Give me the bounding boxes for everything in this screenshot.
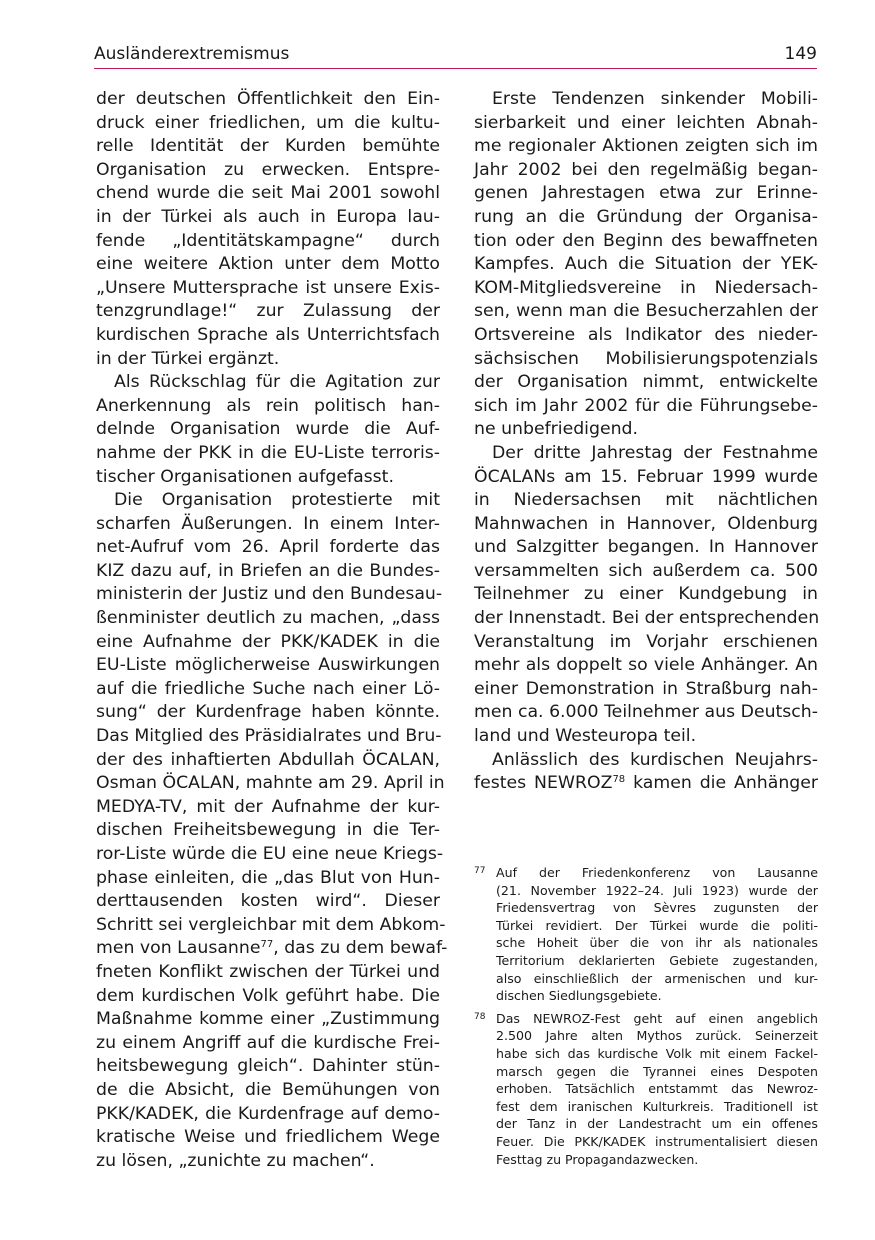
footnote-line: Territorium deklarierten Gebiete zugestanden, [496,952,818,968]
body-line: Der dritte Jahrestag der Festnahme [492,442,818,463]
body-line: Jahr 2002 bei den regelmäßig began- [474,159,818,180]
body-line: de die Absicht, die Bemühungen von [96,1079,440,1100]
body-line: Organisation zu erwecken. Entspre- [96,159,440,180]
body-line: in der Türkei als auch in Europa lau- [96,206,440,227]
body-line: PKK/KADEK, die Kurdenfrage auf demo- [96,1103,440,1124]
footnote-line: (21. November 1922–24. Juli 1923) wurde der [496,882,818,898]
body-line: ne unbefriedigend. [474,419,638,440]
body-line-with-footnote [96,937,448,961]
body-text-segment: festes NEWROZ [474,773,613,794]
right-text-column [474,88,818,796]
body-text-segment: kamen die Anhänger [625,773,818,794]
body-line: fende „Identitätskampagne“ durch [96,230,440,251]
body-line: relle Identität der Kurden bemühte [96,136,440,157]
body-line: EU-Liste möglicherweise Auswirkungen [96,655,440,676]
body-line: Erste Tendenzen sinkender Mobili- [492,89,818,109]
body-line: der deutschen Öffentlichkeit den Ein- [96,89,440,109]
body-line: sierbarkeit und einer leichten Abnah- [474,112,818,133]
body-line: druck einer friedlichen, um die kultu- [96,112,440,133]
body-line: me regionaler Aktionen zeigten sich im [474,136,818,157]
footnote-line: Friedensvertrag von Sèvres zugunsten der [496,900,818,916]
footnote-line: 2.500 Jahre alten Mythos zurück. Seinerzeit [496,1028,818,1044]
body-line: nahme der PKK in die EU-Liste terroris- [96,442,440,463]
body-line: Die Organisation protestierte mit [114,490,440,511]
running-title: Ausländerextremismus [94,44,290,64]
body-line: phase einleiten, die „das Blut von Hun- [96,867,440,888]
body-line: „Unsere Muttersprache ist unsere Exis- [96,277,440,298]
body-line: heitsbewegung gleich“. Dahinter stün- [96,1056,440,1077]
body-line: chend wurde die seit Mai 2001 sowohl [96,183,440,204]
body-line: ÖCALANs am 15. Februar 1999 wurde [474,466,818,487]
body-line: kratische Weise und friedlichem Wege [96,1127,440,1148]
footnote-line: Festtag zu Propagandazwecken. [496,1151,699,1167]
body-line: fneten Konflikt zwischen der Türkei und [96,961,440,982]
body-line: sen, wenn man die Besucherzahlen der [474,301,818,322]
footnote-line: marsch gegen die Tyrannei eines Despoten [496,1063,818,1079]
body-line: ßenminister deutlich zu machen, „dass [96,608,440,629]
body-line: tischer Organisationen aufgefasst. [96,466,394,487]
footnote-line: Das NEWROZ-Fest geht auf einen angeblich [496,1010,818,1026]
body-line: in der Türkei ergänzt. [96,348,280,369]
body-line: zu einem Angriff auf die kurdische Frei- [96,1032,440,1053]
body-line: tion oder den Beginn des bewaffneten [474,230,818,251]
body-line: eine weitere Aktion unter dem Motto [96,254,440,275]
body-line: rung an die Gründung der Organisa- [474,206,818,227]
footnote [474,1010,818,1168]
footnote-line: habe sich das kurdische Volk mit einem Fackel- [496,1045,818,1061]
body-line: tenzgrundlage!“ zur Zulassung der [96,301,440,322]
body-line: Anlässlich des kurdischen Neujahrs- [492,749,818,770]
body-line: land und Westeuropa teil. [474,726,697,747]
body-line: der Innenstadt. Bei der entsprechenden [474,608,820,629]
body-line: Mahnwachen in Hannover, Oldenburg [474,513,818,534]
body-line: in Niedersachsen mit nächtlichen [474,490,818,511]
body-line: genen Jahrestagen etwa zur Erinne- [474,183,818,204]
body-line: der des inhaftierten Abdullah ÖCALAN, [96,749,440,770]
body-line: scharfen Äußerungen. In einem Inter- [96,513,440,534]
body-line: sich im Jahr 2002 für die Führungsebe- [474,395,818,416]
body-line: KOM-Mitgliedsvereine in Niedersach- [474,277,818,298]
body-line: versammelten sich außerdem ca. 500 [474,560,818,581]
body-line: der Organisation nimmt, entwickelte [474,372,818,393]
body-line: Ortsvereine als Indikator des nieder- [474,324,818,345]
page-number: 149 [784,44,817,64]
footnote [474,864,818,1005]
footnotes [474,864,818,1173]
body-line: auf die friedliche Suche nach einer Lö- [96,678,440,699]
footnote-reference[interactable]: 77 [260,939,274,951]
body-line: eine Aufnahme der PKK/KADEK in die [96,631,440,652]
body-line: Maßnahme komme einer „Zustimmung [96,1009,440,1030]
footnote-number: 77 [474,866,486,876]
body-line: mehr als doppelt so viele Anhänger. An [474,655,818,676]
footnote-line: erhoben. Tatsächlich entstammt das Newroz- [496,1081,818,1097]
footnote-line: dischen Siedlungsgebiete. [496,988,662,1004]
body-line: zu lösen, „zunichte zu machen“. [96,1150,375,1171]
body-line: derttausenden kosten wird“. Dieser [96,891,440,912]
body-line: delnde Organisation wurde die Auf- [96,419,440,440]
footnote-number: 78 [474,1011,486,1022]
running-header [94,42,817,69]
body-line: Das Mitglied des Präsidialrates und Bru- [96,726,442,747]
left-text-column [96,88,448,1173]
footnote-line: also einschließlich der armenischen und kur- [496,970,818,986]
body-line: Kampfes. Auch die Situation der YEK- [474,254,818,275]
body-line: KIZ dazu auf, in Briefen an die Bundes- [96,560,440,581]
footnote-line: Auf der Friedenkonferenz von Lausanne [496,865,818,880]
body-line: sung“ der Kurdenfrage haben könnte. [96,702,440,723]
body-line: net-Aufruf vom 26. April forderte das [96,537,440,558]
body-line: sächsischen Mobilisierungspotenzials [474,348,818,369]
body-line: Als Rückschlag für die Agitation zur [114,372,440,393]
footnote-line: fest dem iranischen Kulturkreis. Traditionell ist [496,1098,818,1114]
body-line: men ca. 6.000 Teilnehmer aus Deutsch- [474,702,818,723]
body-line: ministerin der Justiz und den Bundesau- [96,584,443,605]
footnote-reference[interactable]: 78 [612,774,626,786]
footnote-line: Feuer. Die PKK/KADEK instrumentalisiert diesen [496,1133,818,1149]
body-line: MEDYA-TV, mit der Aufnahme der kur- [96,796,440,817]
body-line: Anerkennung als rein politisch han- [96,395,440,416]
body-line: Veranstaltung im Vorjahr erschienen [474,631,818,652]
footnote-line: Türkei revidiert. Der Türkei wurde die politi- [496,917,818,933]
footnote-line: sche Hoheit über die von ihr als nationales [496,935,818,951]
body-line: Schritt sei vergleichbar mit dem Abkom- [96,914,446,935]
body-text-segment: men von Lausanne [96,938,261,959]
body-text-segment: , das zu dem bewaf- [273,938,448,959]
body-line: einer Demonstration in Straßburg nah- [474,678,818,699]
footnote-line: der Tanz in der Landestracht um ein offenes [496,1116,818,1132]
body-line: dem kurdischen Volk geführt habe. Die [96,985,440,1006]
body-line-with-footnote [474,772,818,796]
body-line: Teilnehmer zu einer Kundgebung in [474,584,818,605]
body-line: kurdischen Sprache als Unterrichtsfach [96,324,440,345]
body-line: dischen Freiheitsbewegung in die Ter- [96,820,440,841]
body-line: Osman ÖCALAN, mahnte am 29. April in [96,773,445,794]
body-line: ror-Liste würde die EU eine neue Kriegs- [96,844,444,864]
body-line: und Salzgitter begangen. In Hannover [474,537,818,558]
